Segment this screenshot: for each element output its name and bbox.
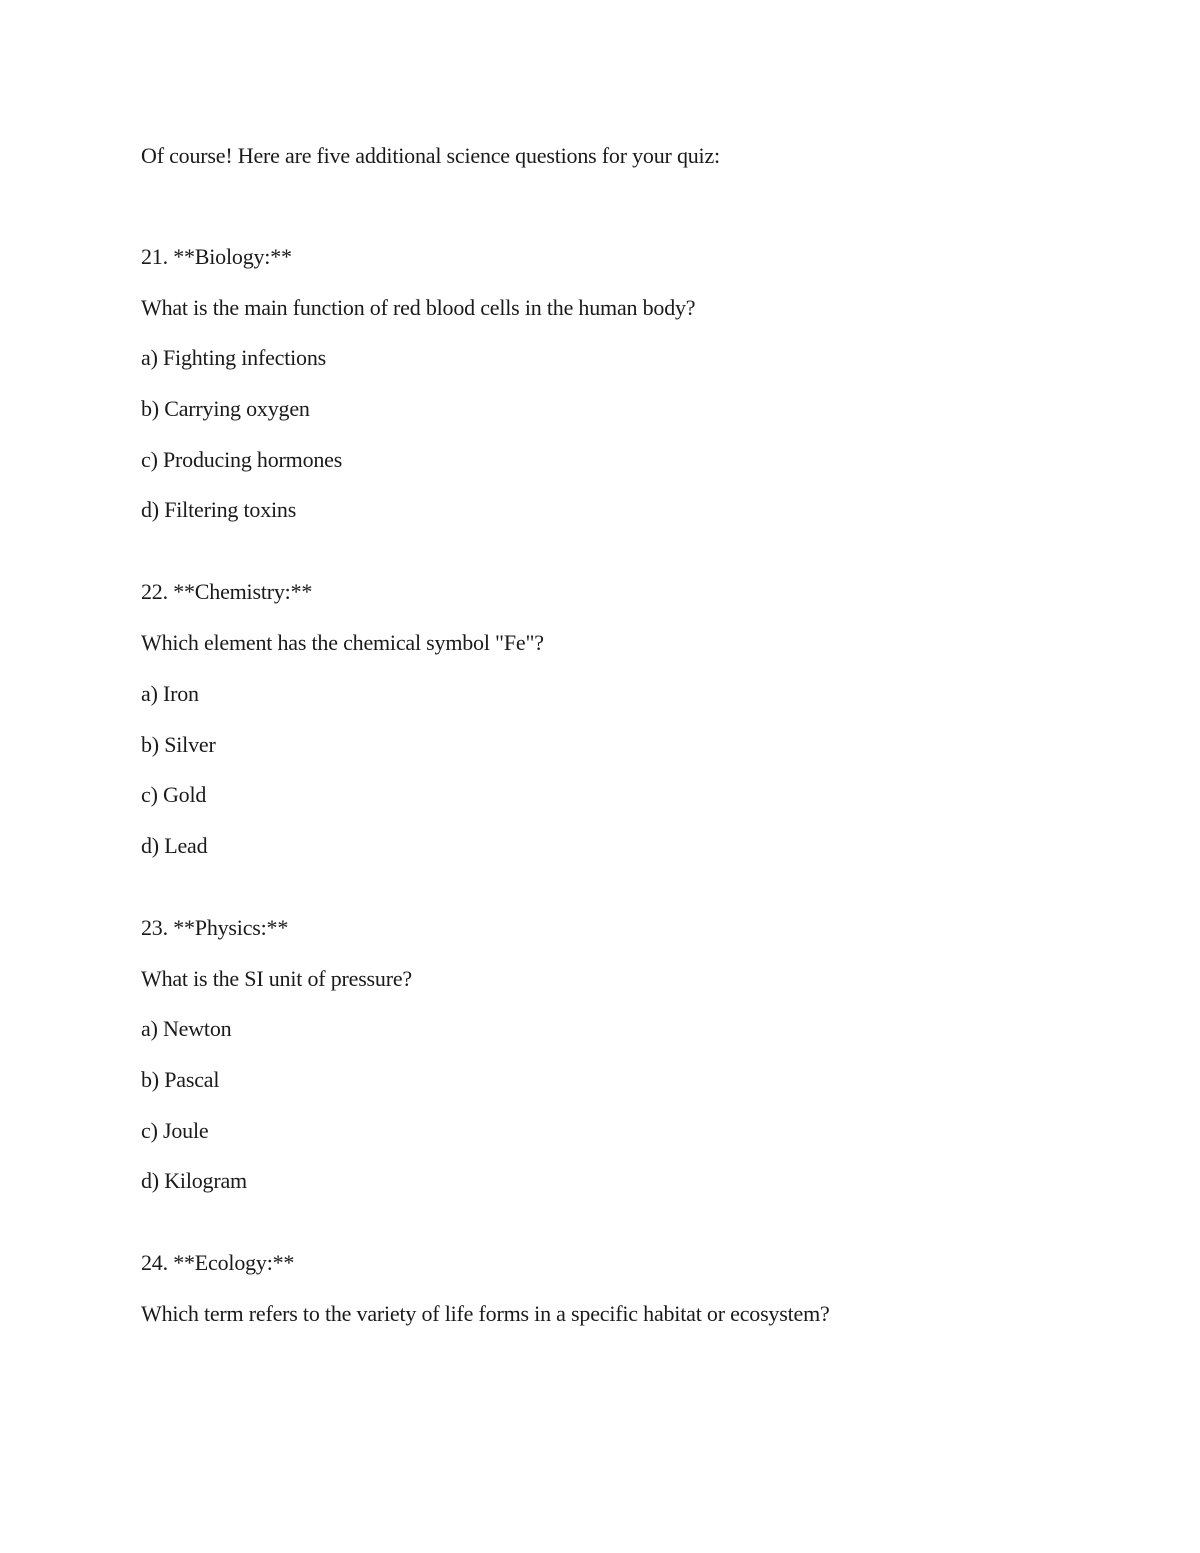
- intro-text: Of course! Here are five additional science questions for your quiz:: [141, 143, 720, 168]
- answer-option: a) Fighting infections: [141, 345, 327, 371]
- question-heading: 21. **Biology:**: [141, 244, 292, 269]
- question-heading: 23. **Physics:**: [141, 914, 289, 940]
- question-text: Which element has the chemical symbol "Fe"?: [141, 630, 544, 656]
- document-content: [141, 140, 1101, 1380]
- answer-option: c) Producing hormones: [141, 446, 343, 472]
- question-text: Which term refers to the variety of life forms in a specific habitat or ecosystem?: [141, 1301, 830, 1326]
- question-23: [141, 912, 1101, 1197]
- answer-option: b) Silver: [141, 731, 216, 757]
- answer-option: d) Kilogram: [141, 1168, 247, 1194]
- question-21: [141, 241, 1101, 526]
- answer-option: d) Lead: [141, 832, 208, 858]
- answer-option: b) Pascal: [141, 1066, 220, 1092]
- question-text: What is the SI unit of pressure?: [141, 965, 412, 991]
- answer-option: b) Carrying oxygen: [141, 396, 310, 422]
- question-heading: 24. **Ecology:**: [141, 1250, 295, 1276]
- answer-option: a) Newton: [141, 1016, 232, 1042]
- answer-option: c) Joule: [141, 1117, 209, 1143]
- question-22: [141, 576, 1101, 861]
- answer-option: a) Iron: [141, 680, 199, 706]
- question-heading: 22. **Chemistry:**: [141, 579, 313, 605]
- question-text: What is the main function of red blood cells in the human body?: [141, 294, 696, 320]
- answer-option: c) Gold: [141, 782, 207, 808]
- answer-option: d) Filtering toxins: [141, 497, 297, 523]
- question-24: [141, 1247, 1101, 1330]
